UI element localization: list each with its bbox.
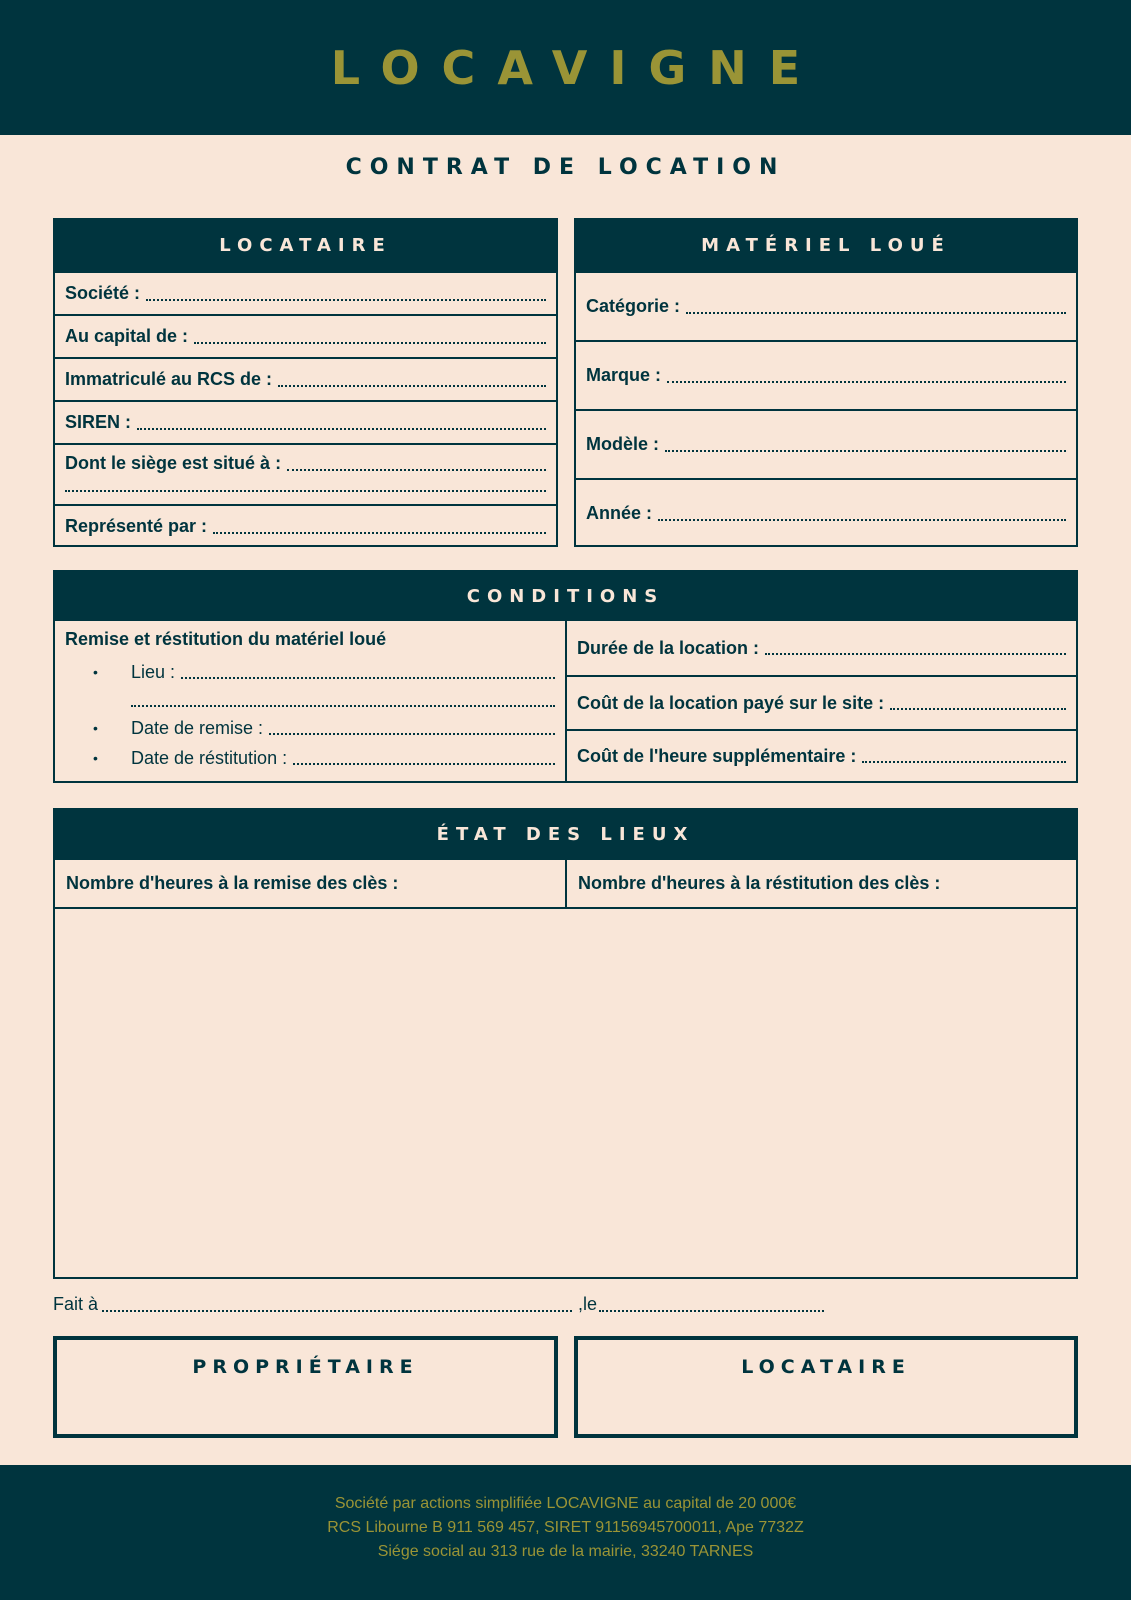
fill-line	[599, 1310, 824, 1312]
fill-line	[890, 708, 1066, 710]
field-represente[interactable]	[55, 504, 556, 547]
field-label: Coût de la location payé sur le site :	[577, 692, 885, 713]
fill-line	[181, 677, 555, 679]
etat-heading: ÉTAT DES LIEUX	[55, 810, 1076, 860]
locataire-heading: LOCATAIRE	[55, 220, 556, 271]
field-label: Dont le siège est situé à :	[65, 453, 282, 473]
field-label: Nombre d'heures à la réstitution des clès :	[578, 873, 941, 893]
field-label: Année :	[586, 503, 653, 523]
conditions-box	[53, 570, 1078, 783]
field-label: Immatriculé au RCS de :	[65, 369, 273, 389]
remise-column	[55, 621, 567, 781]
fill-line	[213, 532, 546, 534]
fill-line	[765, 653, 1066, 655]
heures-restitution-field[interactable]	[567, 860, 1076, 907]
fill-line	[146, 299, 546, 301]
signature-locataire-box[interactable]	[574, 1336, 1078, 1438]
field-annee[interactable]	[576, 478, 1076, 547]
fill-line	[287, 469, 546, 471]
field-cout-location[interactable]	[567, 675, 1076, 729]
bullet-label: Lieu :	[131, 661, 176, 682]
le-label: ,le	[578, 1294, 598, 1314]
locataire-box	[53, 218, 558, 547]
fill-line	[686, 312, 1066, 314]
fait-a-line[interactable]	[53, 1294, 833, 1315]
materiel-heading: MATÉRIEL LOUÉ	[576, 220, 1076, 271]
field-categorie[interactable]	[576, 271, 1076, 340]
bullet-date-restitution[interactable]	[93, 743, 555, 773]
field-societe[interactable]	[55, 271, 556, 314]
field-rcs[interactable]	[55, 357, 556, 400]
conditions-right-column	[567, 621, 1076, 781]
signature-proprietaire-label: PROPRIÉTAIRE	[192, 1356, 419, 1378]
fill-line	[278, 385, 546, 387]
field-label: Durée de la location :	[577, 637, 760, 658]
remise-title: Remise et réstitution du matériel loué	[65, 629, 387, 649]
bullet-icon: •	[93, 750, 98, 766]
fait-a-label: Fait à	[53, 1294, 99, 1314]
fill-line	[269, 733, 555, 735]
field-label: Au capital de :	[65, 326, 189, 346]
conditions-heading: CONDITIONS	[55, 572, 1076, 621]
fill-line	[65, 490, 546, 492]
footer-line-2: RCS Libourne B 911 569 457, SIRET 91156945700011, Ape 7732Z	[327, 1519, 804, 1536]
field-marque[interactable]	[576, 340, 1076, 409]
footer-line-3: Siége social au 313 rue de la mairie, 33240 TARNES	[377, 1543, 754, 1560]
field-label: Marque :	[586, 365, 662, 385]
fill-line	[194, 342, 546, 344]
materiel-box	[574, 218, 1078, 547]
etat-notes-area[interactable]	[55, 909, 1076, 1275]
field-duree[interactable]	[567, 621, 1076, 675]
fill-line	[862, 761, 1066, 763]
fill-line	[658, 519, 1066, 521]
page-footer	[0, 1465, 1131, 1600]
field-label: Société :	[65, 283, 141, 303]
field-siege[interactable]	[55, 443, 556, 504]
fill-line	[293, 763, 555, 765]
field-label: Représenté par :	[65, 516, 208, 536]
bullet-label: Date de réstitution :	[131, 747, 288, 768]
field-label: Coût de l'heure supplémentaire :	[577, 745, 857, 766]
field-label: Modèle :	[586, 434, 660, 454]
fill-line	[102, 1310, 572, 1312]
field-label: SIREN :	[65, 412, 132, 432]
bullet-icon: •	[93, 720, 98, 736]
bullet-lieu[interactable]	[93, 657, 555, 687]
fill-line	[665, 450, 1066, 452]
signature-proprietaire-box[interactable]	[53, 1336, 558, 1438]
field-siren[interactable]	[55, 400, 556, 443]
fill-line	[131, 687, 555, 707]
bullet-date-remise[interactable]	[93, 713, 555, 743]
field-capital[interactable]	[55, 314, 556, 357]
document-title: CONTRAT DE LOCATION	[345, 155, 786, 180]
bullet-label: Date de remise :	[131, 717, 264, 738]
brand-logo: LOCAVIGNE	[330, 40, 823, 95]
fill-line	[137, 428, 546, 430]
field-modele[interactable]	[576, 409, 1076, 478]
fill-line	[667, 381, 1066, 383]
bullet-icon: •	[93, 664, 98, 680]
etat-des-lieux-box	[53, 808, 1078, 1279]
field-label: Catégorie :	[586, 296, 681, 316]
heures-remise-field[interactable]	[55, 860, 567, 907]
signature-locataire-label: LOCATAIRE	[741, 1356, 911, 1378]
field-cout-heure[interactable]	[567, 729, 1076, 781]
footer-line-1: Société par actions simplifiée LOCAVIGNE au capital de 20 000€	[334, 1495, 797, 1512]
page-header	[0, 0, 1131, 135]
field-label: Nombre d'heures à la remise des clès :	[66, 873, 399, 893]
